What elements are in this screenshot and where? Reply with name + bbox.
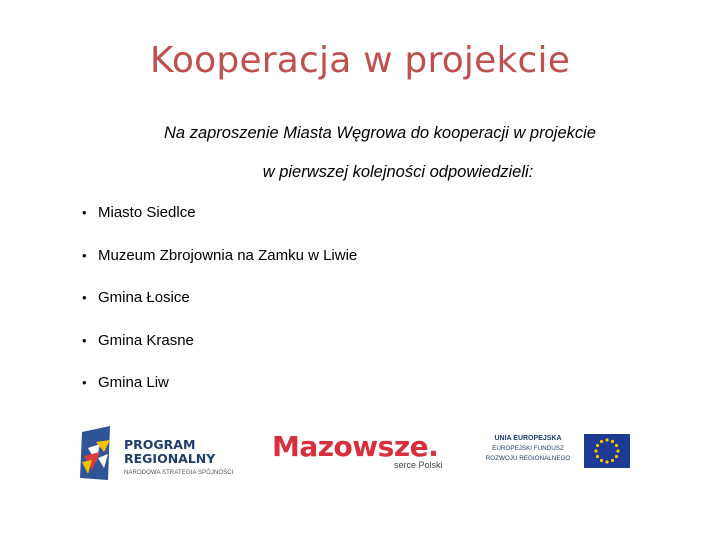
bullet-icon: • <box>82 205 87 220</box>
list-item <box>82 288 357 331</box>
list-item <box>82 331 357 374</box>
eu-logo <box>476 432 636 472</box>
slide-title: Kooperacja w projekcie <box>149 40 571 81</box>
mazowsze-logo <box>272 430 452 482</box>
bullet-icon: • <box>82 247 87 263</box>
eu-line-2: EUROPEJSKI FUNDUSZ <box>492 445 564 452</box>
program-line-2: REGIONALNY <box>124 451 216 466</box>
partner-list <box>82 203 357 416</box>
list-item <box>82 203 357 246</box>
intro-line-1: Na zaproszenie Miasta Węgrowa do kooperacji w projekcie <box>164 124 596 142</box>
eu-flag-icon <box>584 434 630 468</box>
list-item-label: Gmina Krasne <box>98 331 194 349</box>
bullet-icon: • <box>82 332 87 348</box>
mazowsze-wordmark: Mazowsze. <box>272 430 439 463</box>
list-item <box>82 246 357 289</box>
intro-line-2: w pierwszej kolejności odpowiedzieli: <box>262 163 534 181</box>
list-item-label: Gmina Liw <box>98 374 169 391</box>
bullet-icon: • <box>82 375 87 390</box>
list-item-label: Muzeum Zbrojownia na Zamku w Liwie <box>98 246 358 264</box>
program-regionalny-logo <box>78 422 248 482</box>
eu-text <box>476 434 580 464</box>
mazowsze-tagline: serce Polski <box>394 460 443 470</box>
bullet-icon: • <box>82 290 87 305</box>
logo-strip <box>0 420 720 480</box>
eu-line-3: ROZWOJU REGIONALNEGO <box>485 455 571 462</box>
program-line-1: PROGRAM <box>124 437 196 452</box>
list-item-label: Gmina Łosice <box>98 289 190 306</box>
list-item-label: Miasto Siedlce <box>98 204 196 221</box>
program-subtitle: NARODOWA STRATEGIA SPÓJNOŚCI <box>124 470 234 476</box>
list-item <box>82 373 357 416</box>
program-regionalny-emblem-icon <box>78 422 118 482</box>
program-regionalny-title <box>124 438 215 466</box>
eu-line-1: UNIA EUROPEJSKA <box>494 435 562 442</box>
